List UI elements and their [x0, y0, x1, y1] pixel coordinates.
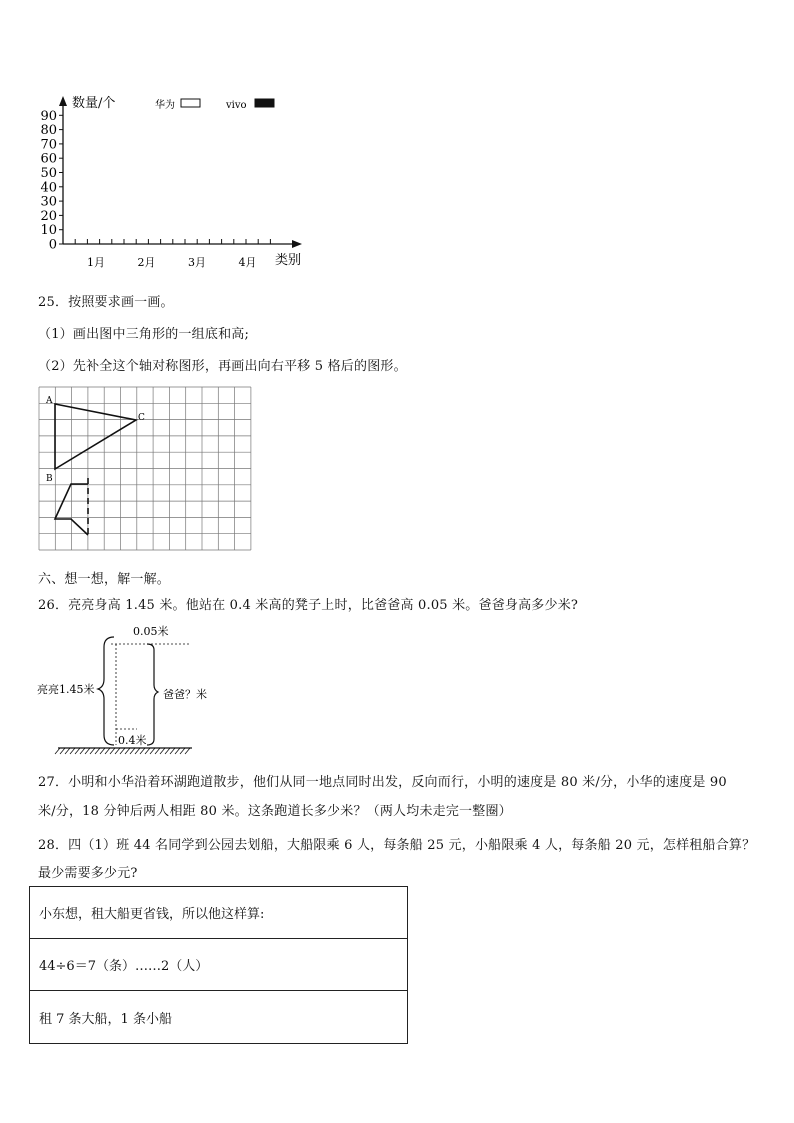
hatch-stroke	[120, 748, 125, 754]
q26-height-diagram	[34, 620, 214, 755]
hatch-stroke	[185, 748, 190, 754]
hatch-stroke	[160, 748, 165, 754]
label-stool-height: 0.4米	[118, 734, 147, 747]
q26-text: 26．亮亮身高 1.45 米。他站在 0.4 米高的凳子上时，比爸爸高 0.05 米。爸爸身高多少米?	[38, 598, 579, 613]
vertex-label-a: A	[46, 396, 53, 406]
hatch-stroke	[155, 748, 160, 754]
x-axis-label: 类别	[275, 253, 302, 268]
solution-row: 44÷6＝7（条）……2（人）	[30, 939, 407, 991]
hatch-stroke	[105, 748, 110, 754]
q28-solution-box	[29, 886, 408, 1044]
legend-label-huawei: 华为	[155, 100, 175, 111]
hatch-stroke	[100, 748, 105, 754]
label-liangliang-height: 亮亮1.45米	[37, 683, 95, 696]
y-axis-label: 数量/个	[72, 96, 116, 111]
hatch-stroke	[175, 748, 180, 754]
y-tick-label: 70	[40, 137, 57, 153]
x-category-labels	[87, 256, 257, 269]
hatch-stroke	[145, 748, 150, 754]
x-category-label: 2月	[137, 256, 156, 269]
y-tick-label: 80	[40, 123, 57, 139]
hatch-stroke	[180, 748, 185, 754]
y-axis	[59, 96, 67, 244]
vertex-label-c: C	[138, 413, 145, 423]
dad-brace	[147, 644, 158, 745]
grid-lines	[39, 387, 251, 550]
hatch-stroke	[150, 748, 155, 754]
hatch-stroke	[65, 748, 70, 754]
hatch-stroke	[170, 748, 175, 754]
y-tick-label: 20	[40, 208, 57, 224]
hatch-stroke	[110, 748, 115, 754]
q25-part2: （2）先补全这个轴对称图形，再画出向右平移 5 格后的图形。	[38, 359, 407, 374]
y-tick-label: 10	[40, 223, 57, 239]
hatch-stroke	[85, 748, 90, 754]
legend-swatch-vivo	[255, 99, 274, 107]
legend-label-vivo: vivo	[226, 100, 247, 111]
hatch-stroke	[125, 748, 130, 754]
blank-bar-chart	[0, 0, 320, 280]
section6-title: 六、想一想，解一解。	[38, 572, 171, 587]
x-axis	[63, 240, 302, 248]
label-005m: 0.05米	[133, 625, 169, 638]
solution-row: 小东想，租大船更省钱，所以他这样算:	[30, 887, 407, 939]
solution-row: 租 7 条大船，1 条小船	[39, 1011, 172, 1027]
hatch-stroke	[90, 748, 95, 754]
hatch-stroke	[55, 748, 60, 754]
hatch-stroke	[75, 748, 80, 754]
legend	[155, 98, 274, 111]
x-category-label: 4月	[238, 256, 257, 269]
q28-line1: 28．四（1）班 44 名同学到公园去划船，大船限乘 6 人，每条船 25 元，小船限乘 4 人，每条船 20 元，怎样租船合算？	[38, 838, 756, 853]
q27-line2: 米/分，18 分钟后两人相距 80 米。这条跑道长多少米？（两人均未走完一整圈）	[38, 804, 512, 819]
hatch-stroke	[115, 748, 120, 754]
hatch-stroke	[60, 748, 65, 754]
y-tick-label: 60	[40, 151, 57, 167]
liangliang-brace	[98, 637, 114, 745]
hatch-stroke	[165, 748, 170, 754]
vertex-label-b: B	[46, 474, 53, 484]
label-dad-height: 爸爸？米	[163, 688, 207, 701]
hatch-stroke	[80, 748, 85, 754]
hatch-stroke	[140, 748, 145, 754]
y-tick-labels	[40, 109, 57, 253]
y-tick-label: 50	[40, 166, 57, 181]
x-category-label: 1月	[87, 256, 105, 269]
q27-line1: 27．小明和小华沿着环湖跑道散步，他们从同一地点同时出发，反向而行，小明的速度是 80 米/分，小华的速度是 90	[38, 775, 727, 790]
q28-line2: 最少需要多少元?	[38, 866, 138, 881]
q25-grid-figure	[38, 386, 254, 554]
hatch-stroke	[135, 748, 140, 754]
q25-part1: （1）画出图中三角形的一组底和高;	[38, 327, 250, 342]
y-tick-label: 0	[48, 237, 57, 253]
y-tick-label: 40	[40, 180, 57, 196]
hatch-stroke	[70, 748, 75, 754]
y-tick-label: 30	[40, 194, 57, 210]
q25-title: 25．按照要求画一画。	[38, 295, 174, 310]
hatch-stroke	[130, 748, 135, 754]
legend-swatch-huawei	[181, 99, 200, 107]
y-tick-label: 90	[40, 108, 57, 124]
ground-hatch	[55, 748, 190, 754]
x-category-label: 3月	[188, 256, 206, 269]
hatch-stroke	[95, 748, 100, 754]
triangle-abc	[55, 404, 136, 469]
x-tick-marks	[75, 239, 270, 244]
